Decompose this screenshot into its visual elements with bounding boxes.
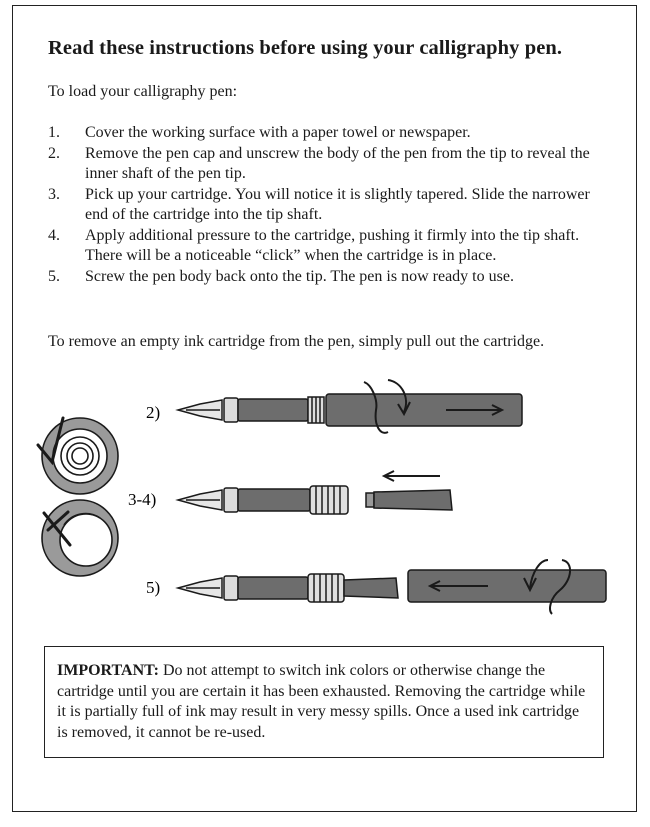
step-item	[48, 226, 608, 267]
step-text: Screw the pen body back onto the tip. The pen is now ready to use.	[85, 267, 514, 285]
step-text: Apply additional pressure to the cartridge, pushing it firmly into the tip shaft. There will be a noticeable “click” when the cartridge is in place.	[85, 226, 580, 264]
step-item	[48, 123, 608, 144]
step-item	[48, 185, 608, 226]
page-title: Read these instructions before using your calligraphy pen.	[48, 37, 563, 59]
important-label: IMPORTANT:	[57, 662, 159, 679]
important-notice	[44, 646, 604, 758]
steps-list	[48, 123, 608, 287]
pen-row-step2	[178, 380, 522, 433]
step-text: Pick up your cartridge. You will notice it is slightly tapered. Slide the narrower end of the cartridge into the tip shaft.	[85, 185, 590, 223]
step-item	[48, 267, 608, 288]
step-number: 4.	[48, 226, 60, 244]
step-item	[48, 144, 608, 185]
step-number: 2.	[48, 144, 60, 162]
important-text: Do not attempt to switch ink colors or otherwise change the cartridge until you are certain it has been exhausted. Removing the cartridge while it is partially full of ink may result in very messy spills. Once a used ink cartridge is removed, it cannot be re-used.	[57, 662, 586, 741]
step-number: 5.	[48, 267, 60, 285]
step5-label: 5)	[146, 578, 161, 597]
step2-label: 2)	[146, 403, 161, 422]
step-number: 3.	[48, 185, 60, 203]
step-text: Remove the pen cap and unscrew the body of the pen from the tip to reveal the inner shaft of the pen tip.	[85, 144, 590, 182]
pen-row-step5	[178, 560, 606, 614]
intro-text: To load your calligraphy pen:	[48, 83, 238, 100]
removal-text: To remove an empty ink cartridge from the pen, simply pull out the cartridge.	[48, 333, 545, 350]
cartridge-detail-wrong	[42, 500, 118, 576]
pen-row-step34	[178, 471, 452, 514]
step-number: 1.	[48, 124, 60, 141]
pen-illustration	[0, 375, 650, 635]
step-text: Cover the working surface with a paper towel or newspaper.	[85, 124, 471, 141]
step34-label: 3-4)	[128, 490, 157, 509]
